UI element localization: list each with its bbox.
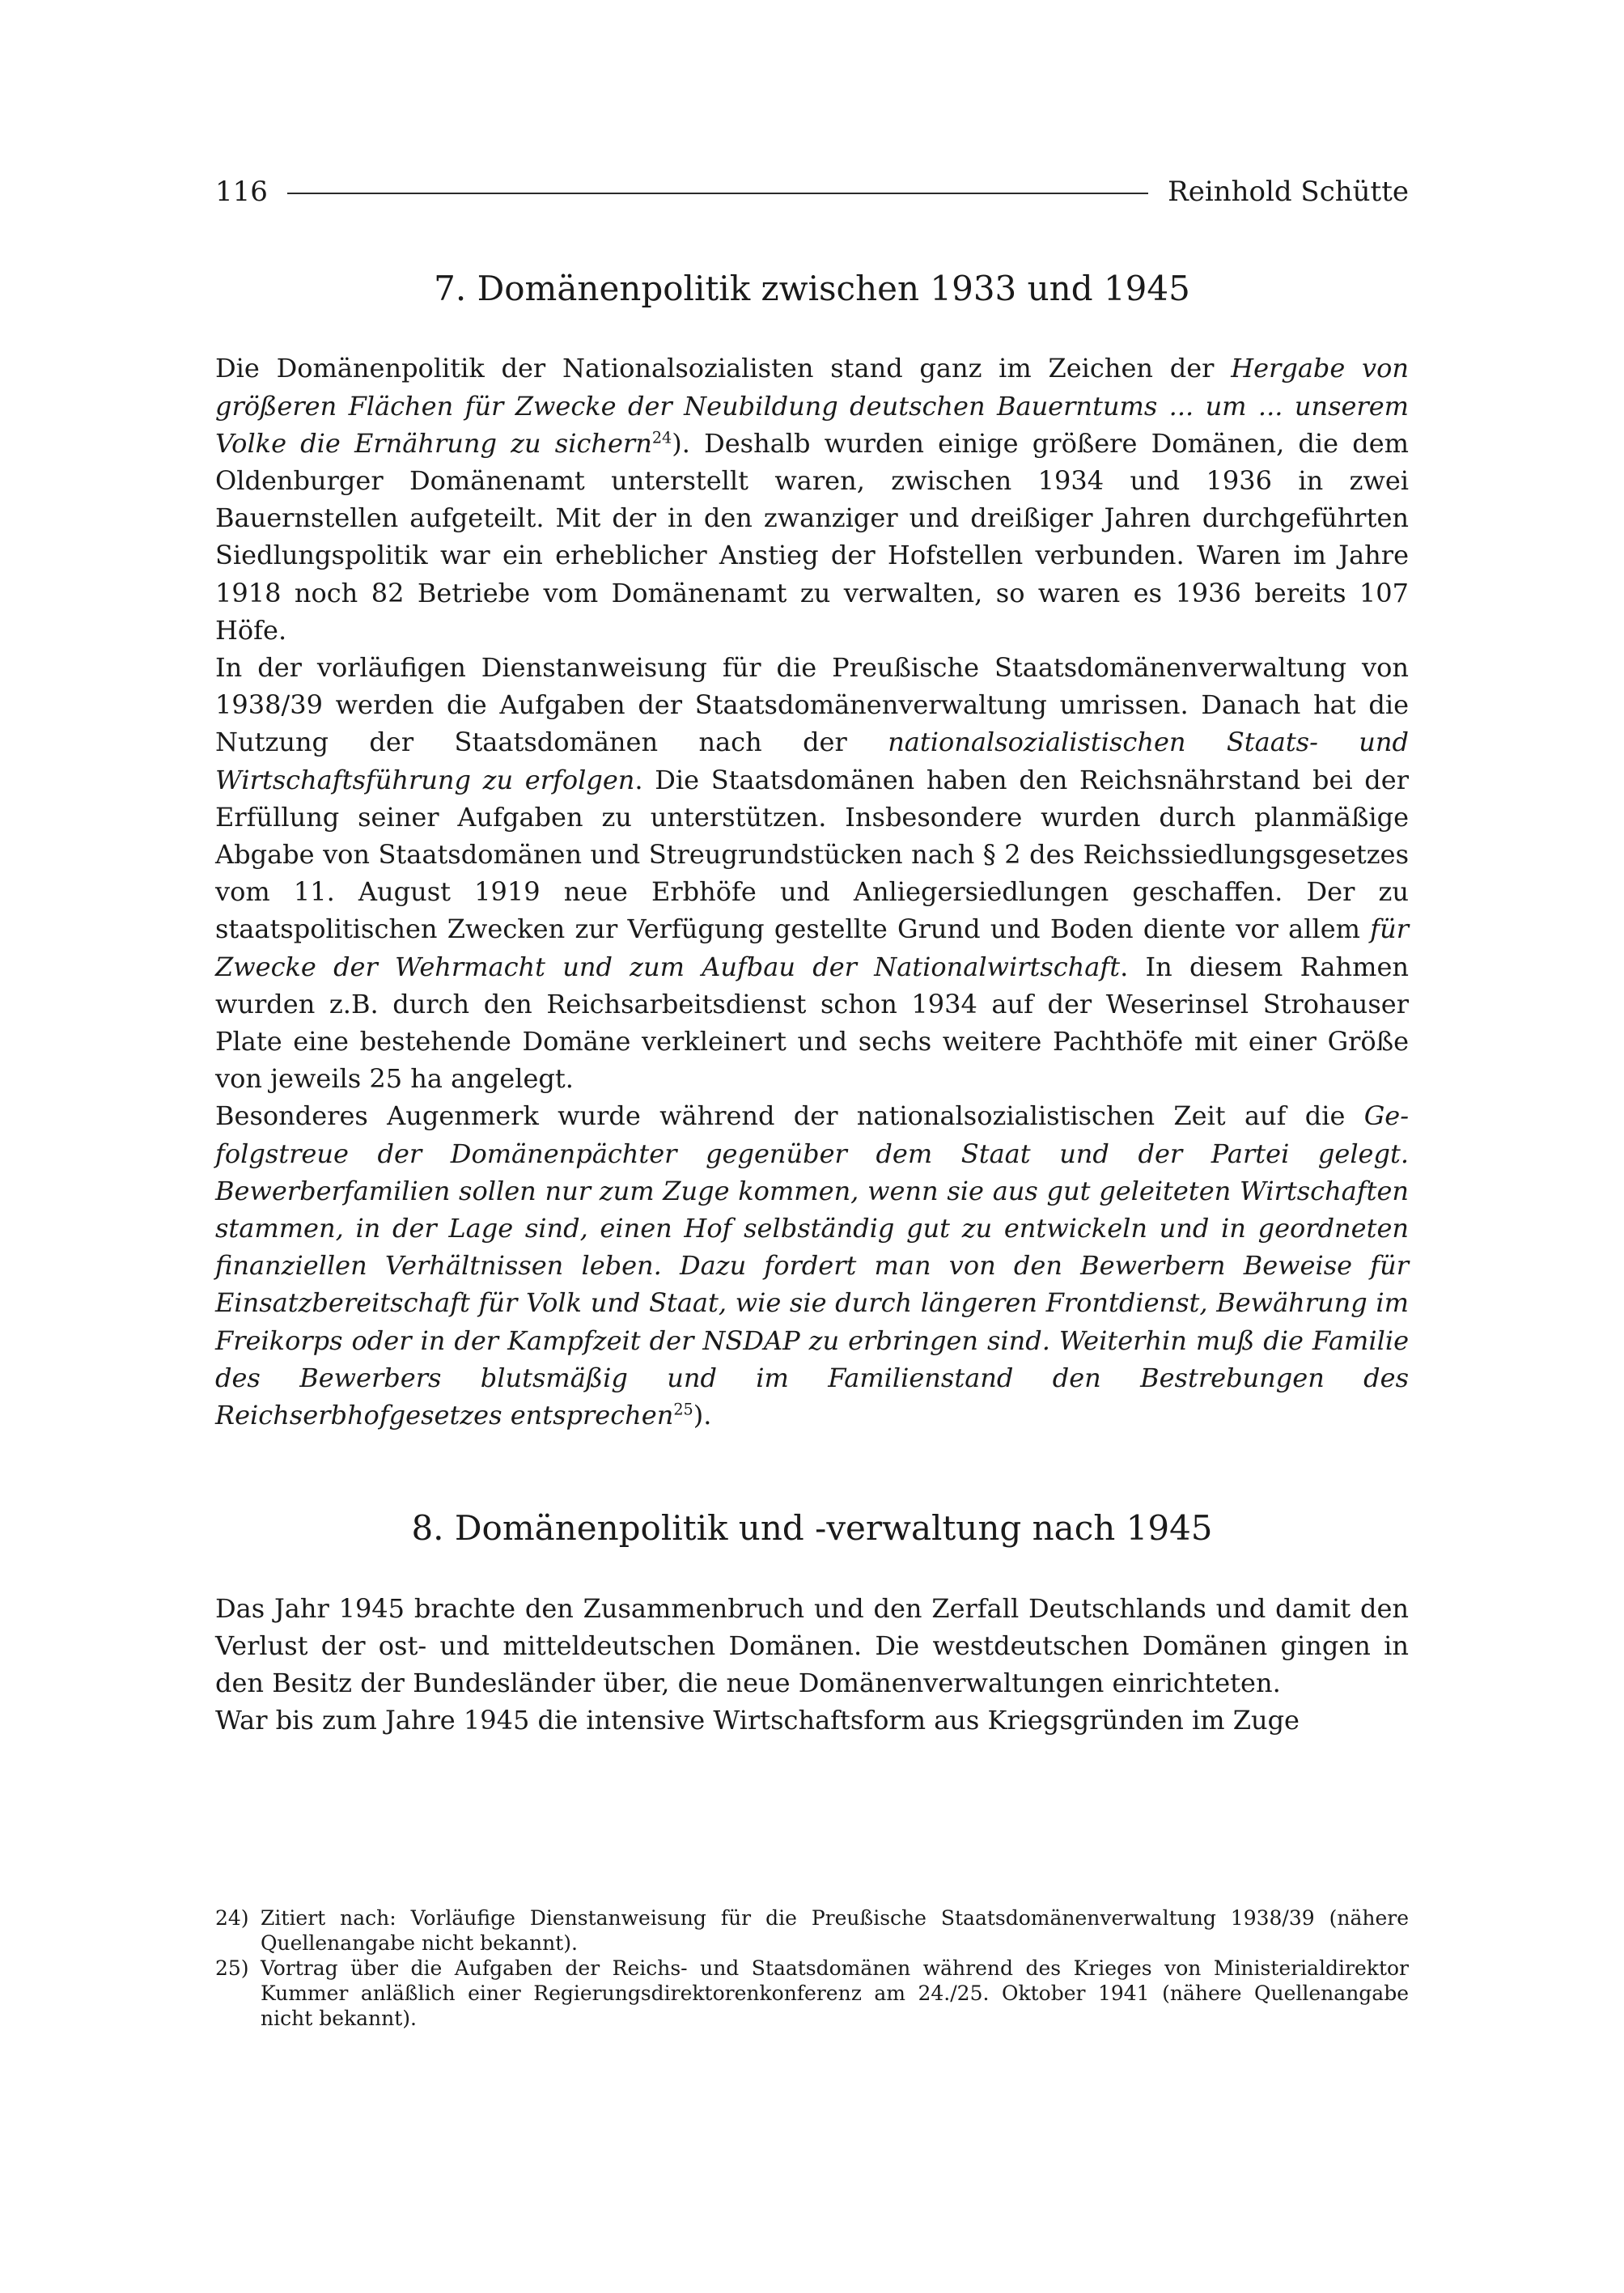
- italic-quote: Gefolgstreue der Domänenpächter gegenüber dem Staat und der Partei gelegt. Bewerberfamilien sollen nur zum Zuge kommen, wenn sie aus gut geleiteten Wirtschaften stammen, in der Lage sind, einen Hof selbständig gut zu entwickeln und in geordneten finanziellen Verhältnissen leben. Dazu fordert man von den Bewerbern Beweise für Einsatzbereitschaft für Volk und Staat, wie sie durch längeren Frontdienst, Bewährung im Freikorps oder in der Kampfzeit der NSDAP zu erbringen sind. Weiterhin muß die Familie des Bewerbers blutsmäßig und im Familienstand den Bestrebungen des Reichserbhofgesetzes entsprechen: [215, 1100, 1409, 1431]
- footnote-text: Zitiert nach: Vorläufige Dienstanweisung für die Preußische Staatsdomänenverwaltung 1938/39 (nähere Quellenangabe nicht bekannt).: [261, 1906, 1409, 1955]
- main-content: [215, 243, 1409, 1739]
- footnote-text: Vortrag über die Aufgaben der Reichs- und Staatsdomänen während des Krieges von Ministerialdirektor Kummer anläßlich einer Regierungsdirektorenkonferenz am 24./25. Oktober 1941 (nähere Quellenangabe nicht bekannt).: [261, 1956, 1409, 2030]
- section-7-paragraph-1: [215, 350, 1409, 649]
- section-7-paragraph-2: [215, 649, 1409, 1097]
- text-run: Die Domänenpolitik der Nationalsozialisten stand ganz im Zeichen der: [215, 353, 1232, 384]
- text-run: In der vorläufigen Dienstanweisung für die Preußische Staatsdomänenverwaltung von 1938/39 werden die Aufgaben der Staatsdomänenverwaltung umrissen. Danach hat die Nutzung der Staatsdomänen nach der: [215, 652, 1409, 758]
- text-run: . In diesem Rahmen wurden z.B. durch den Reichsarbeitsdienst schon 1934 auf der Weserinsel Strohauser Plate eine bestehende Domäne verkleinert und sechs weitere Pachthöfe mit einer Größe von jeweils 25 ha angelegt.: [215, 951, 1409, 1095]
- italic-quote: Hergabe von größeren Flächen für Zwecke der Neubildung deutschen Bauerntums ... um ... unserem Volke die Ernährung zu sichern: [215, 353, 1410, 459]
- section-8-heading: 8. Domänenpolitik und -verwaltung nach 1945: [411, 1508, 1213, 1549]
- running-header: [215, 172, 1409, 212]
- footnote-ref-25: 25: [673, 1400, 693, 1419]
- footnote-number: 24): [215, 1906, 249, 1930]
- footnote-24: [215, 1905, 1409, 1956]
- section-8-paragraph-2: War bis zum Jahre 1945 die intensive Wirtschaftsform aus Kriegsgründen im Zuge: [215, 1705, 1300, 1736]
- text-run: ). Deshalb wurden einige größere Domänen, die dem Oldenburger Domänenamt unterstellt waren, zwischen 1934 und 1936 in zwei Bauernstellen aufgeteilt. Mit der in den zwanziger und dreißiger Jahren durchgeführten Siedlungspolitik war ein erheblicher Anstieg der Hofstellen verbunden. Waren im Jahre 1918 noch 82 Betriebe vom Domänenamt zu verwalten, so waren es 1936 bereits 107 Höfe.: [215, 427, 1410, 646]
- footnote-ref-24: 24: [651, 428, 672, 447]
- header-rule: [287, 193, 1148, 194]
- footnote-25: [215, 1956, 1409, 2031]
- running-author: Reinhold Schütte: [1168, 176, 1409, 208]
- italic-quote: für Zwecke der Wehrmacht und zum Aufbau der Nationalwirtschaft: [215, 913, 1409, 982]
- footnotes: [215, 1905, 1409, 2031]
- text-run: ).: [693, 1400, 712, 1431]
- section-8-paragraph-1: Das Jahr 1945 brachte den Zusammenbruch und den Zerfall Deutschlands und damit den Verlust der ost- und mitteldeutschen Domänen. Die westdeutschen Domänen gingen in den Besitz der Bundesländer über, die neue Domänenverwaltungen einrichteten.: [215, 1592, 1409, 1699]
- italic-quote: nationalsozialistischen Staats- und Wirtschaftsführung zu erfolgen: [215, 727, 1410, 795]
- footnote-number: 25): [215, 1956, 249, 1980]
- section-7-paragraph-3: [215, 1097, 1409, 1434]
- text-run: . Die Staatsdomänen haben den Reichsnährstand bei der Erfüllung seiner Aufgaben zu unterstützen. Insbesondere wurden durch planmäßige Abgabe von Staatsdomänen und Streugrundstücken nach § 2 des Reichssiedlungsgesetzes vom 11. August 1919 neue Erbhöfe und Anliegersiedlungen geschaffen. Der zu staatspolitischen Zwecken zur Verfügung gestellte Grund und Boden diente vor allem: [215, 764, 1409, 945]
- page-number: 116: [215, 176, 268, 208]
- section-7-heading: 7. Domänenpolitik zwischen 1933 und 1945: [434, 269, 1190, 308]
- text-run: Besonderes Augenmerk wurde während der nationalsozialistischen Zeit auf die: [215, 1100, 1364, 1132]
